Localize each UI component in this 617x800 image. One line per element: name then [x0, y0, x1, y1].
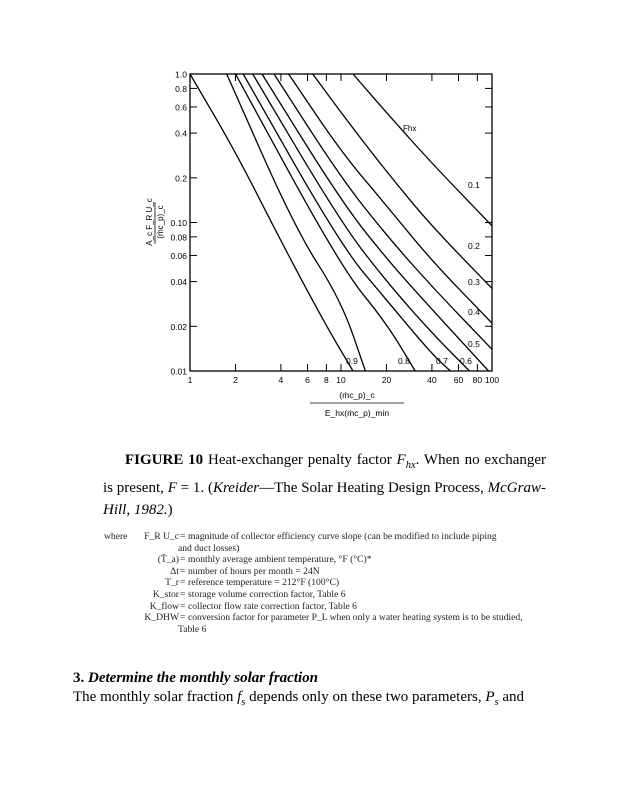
symbol-legend — [104, 531, 544, 635]
y-tick-label: 0.02 — [170, 321, 187, 332]
curve-0-4 — [274, 74, 492, 349]
curve-label-0-1: 0.1 — [468, 180, 480, 190]
legend-continuation: and duct losses) — [178, 542, 240, 554]
y-tick-label: 0.08 — [170, 232, 187, 243]
legend-symbol: T_r — [165, 577, 179, 589]
curve-0-1 — [353, 74, 492, 226]
curve-label-0-5: 0.5 — [468, 339, 480, 349]
x-tick-label: 1 — [187, 375, 193, 385]
x-tick-label: 80 — [472, 375, 483, 385]
x-tick-label: 40 — [427, 375, 437, 385]
legend-equals: = — [180, 554, 186, 566]
legend-row — [104, 577, 544, 589]
curve-label-0-2: 0.2 — [468, 241, 480, 251]
legend-row — [104, 589, 544, 601]
legend-equals: = — [180, 588, 186, 600]
legend-equals: = — [180, 612, 186, 624]
figure-label: FIGURE 10 — [125, 452, 204, 468]
curve-0-5 — [262, 74, 489, 371]
plot-frame — [190, 74, 492, 371]
legend-row — [104, 612, 544, 624]
legend-row — [104, 531, 544, 543]
legend-equals: = — [180, 577, 186, 589]
curves — [190, 74, 492, 371]
x-tick-label: 60 — [453, 375, 464, 385]
x-axis — [188, 74, 500, 385]
curve-label-0-3: 0.3 — [468, 277, 480, 287]
heat-exchanger-chart — [130, 62, 510, 432]
curve-labels — [346, 124, 480, 366]
legend-equals: = — [180, 565, 186, 577]
legend-symbol: (T̄_a) — [157, 554, 179, 566]
x-tick-label: 20 — [381, 375, 392, 385]
x-axis-title-bottom: E_hx(ṁc_p)_min — [324, 408, 390, 418]
legend-continuation: Table 6 — [178, 623, 207, 635]
y-tick-label: 1.0 — [175, 69, 187, 80]
section-heading: 3. Determine the monthly solar fraction — [73, 670, 319, 686]
x-tick-label: 8 — [323, 375, 329, 385]
curve-label-0-9: 0.9 — [346, 356, 358, 366]
y-axis-title-bottom: (ṁc_p)_c — [156, 205, 165, 239]
x-tick-label: 4 — [278, 375, 284, 385]
y-tick-label: 0.2 — [175, 173, 187, 184]
curve-0-7 — [243, 74, 450, 371]
y-tick-label: 0.6 — [175, 102, 187, 113]
legend-definition: collector flow rate correction factor, Table 6 — [188, 600, 357, 612]
curve-0-9 — [227, 74, 366, 371]
legend-symbol: K_stor — [152, 588, 179, 600]
curve-0-2 — [313, 74, 492, 288]
curve-0-8 — [236, 74, 416, 371]
fhx-curve-label: Fhx — [403, 124, 417, 133]
plot-border — [190, 74, 492, 371]
x-tick-label: 2 — [233, 375, 238, 385]
curve-label-0-4: 0.4 — [468, 307, 480, 317]
legend-definition: magnitude of collector efficiency curve slope (can be modified to include piping — [188, 531, 497, 542]
y-tick-label: 0.01 — [170, 366, 187, 377]
legend-symbol: K_flow — [149, 600, 179, 612]
legend-symbol: Δt — [170, 565, 179, 577]
legend-row — [104, 601, 544, 613]
y-tick-label: 0.06 — [170, 250, 187, 261]
legend-row — [104, 566, 544, 578]
curve-label-0-7: 0.7 — [436, 356, 448, 366]
x-tick-label: 10 — [336, 375, 346, 385]
y-axis — [170, 70, 492, 377]
legend-equals: = — [180, 600, 186, 612]
legend-equals: = — [180, 531, 186, 542]
legend-definition: conversion factor for parameter P_L when only a water heating system is to be studied, — [188, 612, 523, 624]
x-tick-label: 100 — [484, 375, 500, 385]
x-axis-title-top: (ṁc_p)_c — [339, 390, 375, 400]
figure-caption: FIGURE 10 Heat-exchanger penalty factor $F_{hx}$. When no exchanger is present, F = 1. (Kreider—The Solar Heating Design Process, McGraw-Hill, 1982.) — [103, 452, 547, 518]
y-tick-label: 0.8 — [175, 83, 187, 94]
x-tick-label: 6 — [305, 375, 310, 385]
y-tick-label: 0.04 — [170, 277, 187, 288]
legend-symbol: F_R U_c — [144, 531, 179, 542]
y-tick-label: 0.4 — [175, 128, 187, 139]
legend-definition: number of hours per month = 24N — [188, 565, 320, 577]
y-tick-label: 0.10 — [170, 218, 187, 228]
body-paragraph: The monthly solar fraction $f_s$ depends only on these two parameters, $P_s$ and — [73, 689, 525, 708]
y-axis-title-top: A_c F_R U_c — [145, 198, 154, 246]
legend-definition: reference temperature = 212°F (100°C) — [188, 577, 340, 589]
legend-definition: storage volume correction factor, Table 6 — [188, 588, 346, 600]
curve-label-0-8: 0.8 — [398, 356, 410, 366]
legend-symbol: K_DHW — [144, 612, 179, 624]
curve-0-6 — [253, 74, 470, 371]
curve-label-0-6: 0.6 — [460, 356, 472, 366]
legend-where: where — [104, 531, 128, 542]
legend-definition: monthly average ambient temperature, °F (°C)* — [188, 554, 372, 566]
legend-row — [104, 554, 544, 566]
